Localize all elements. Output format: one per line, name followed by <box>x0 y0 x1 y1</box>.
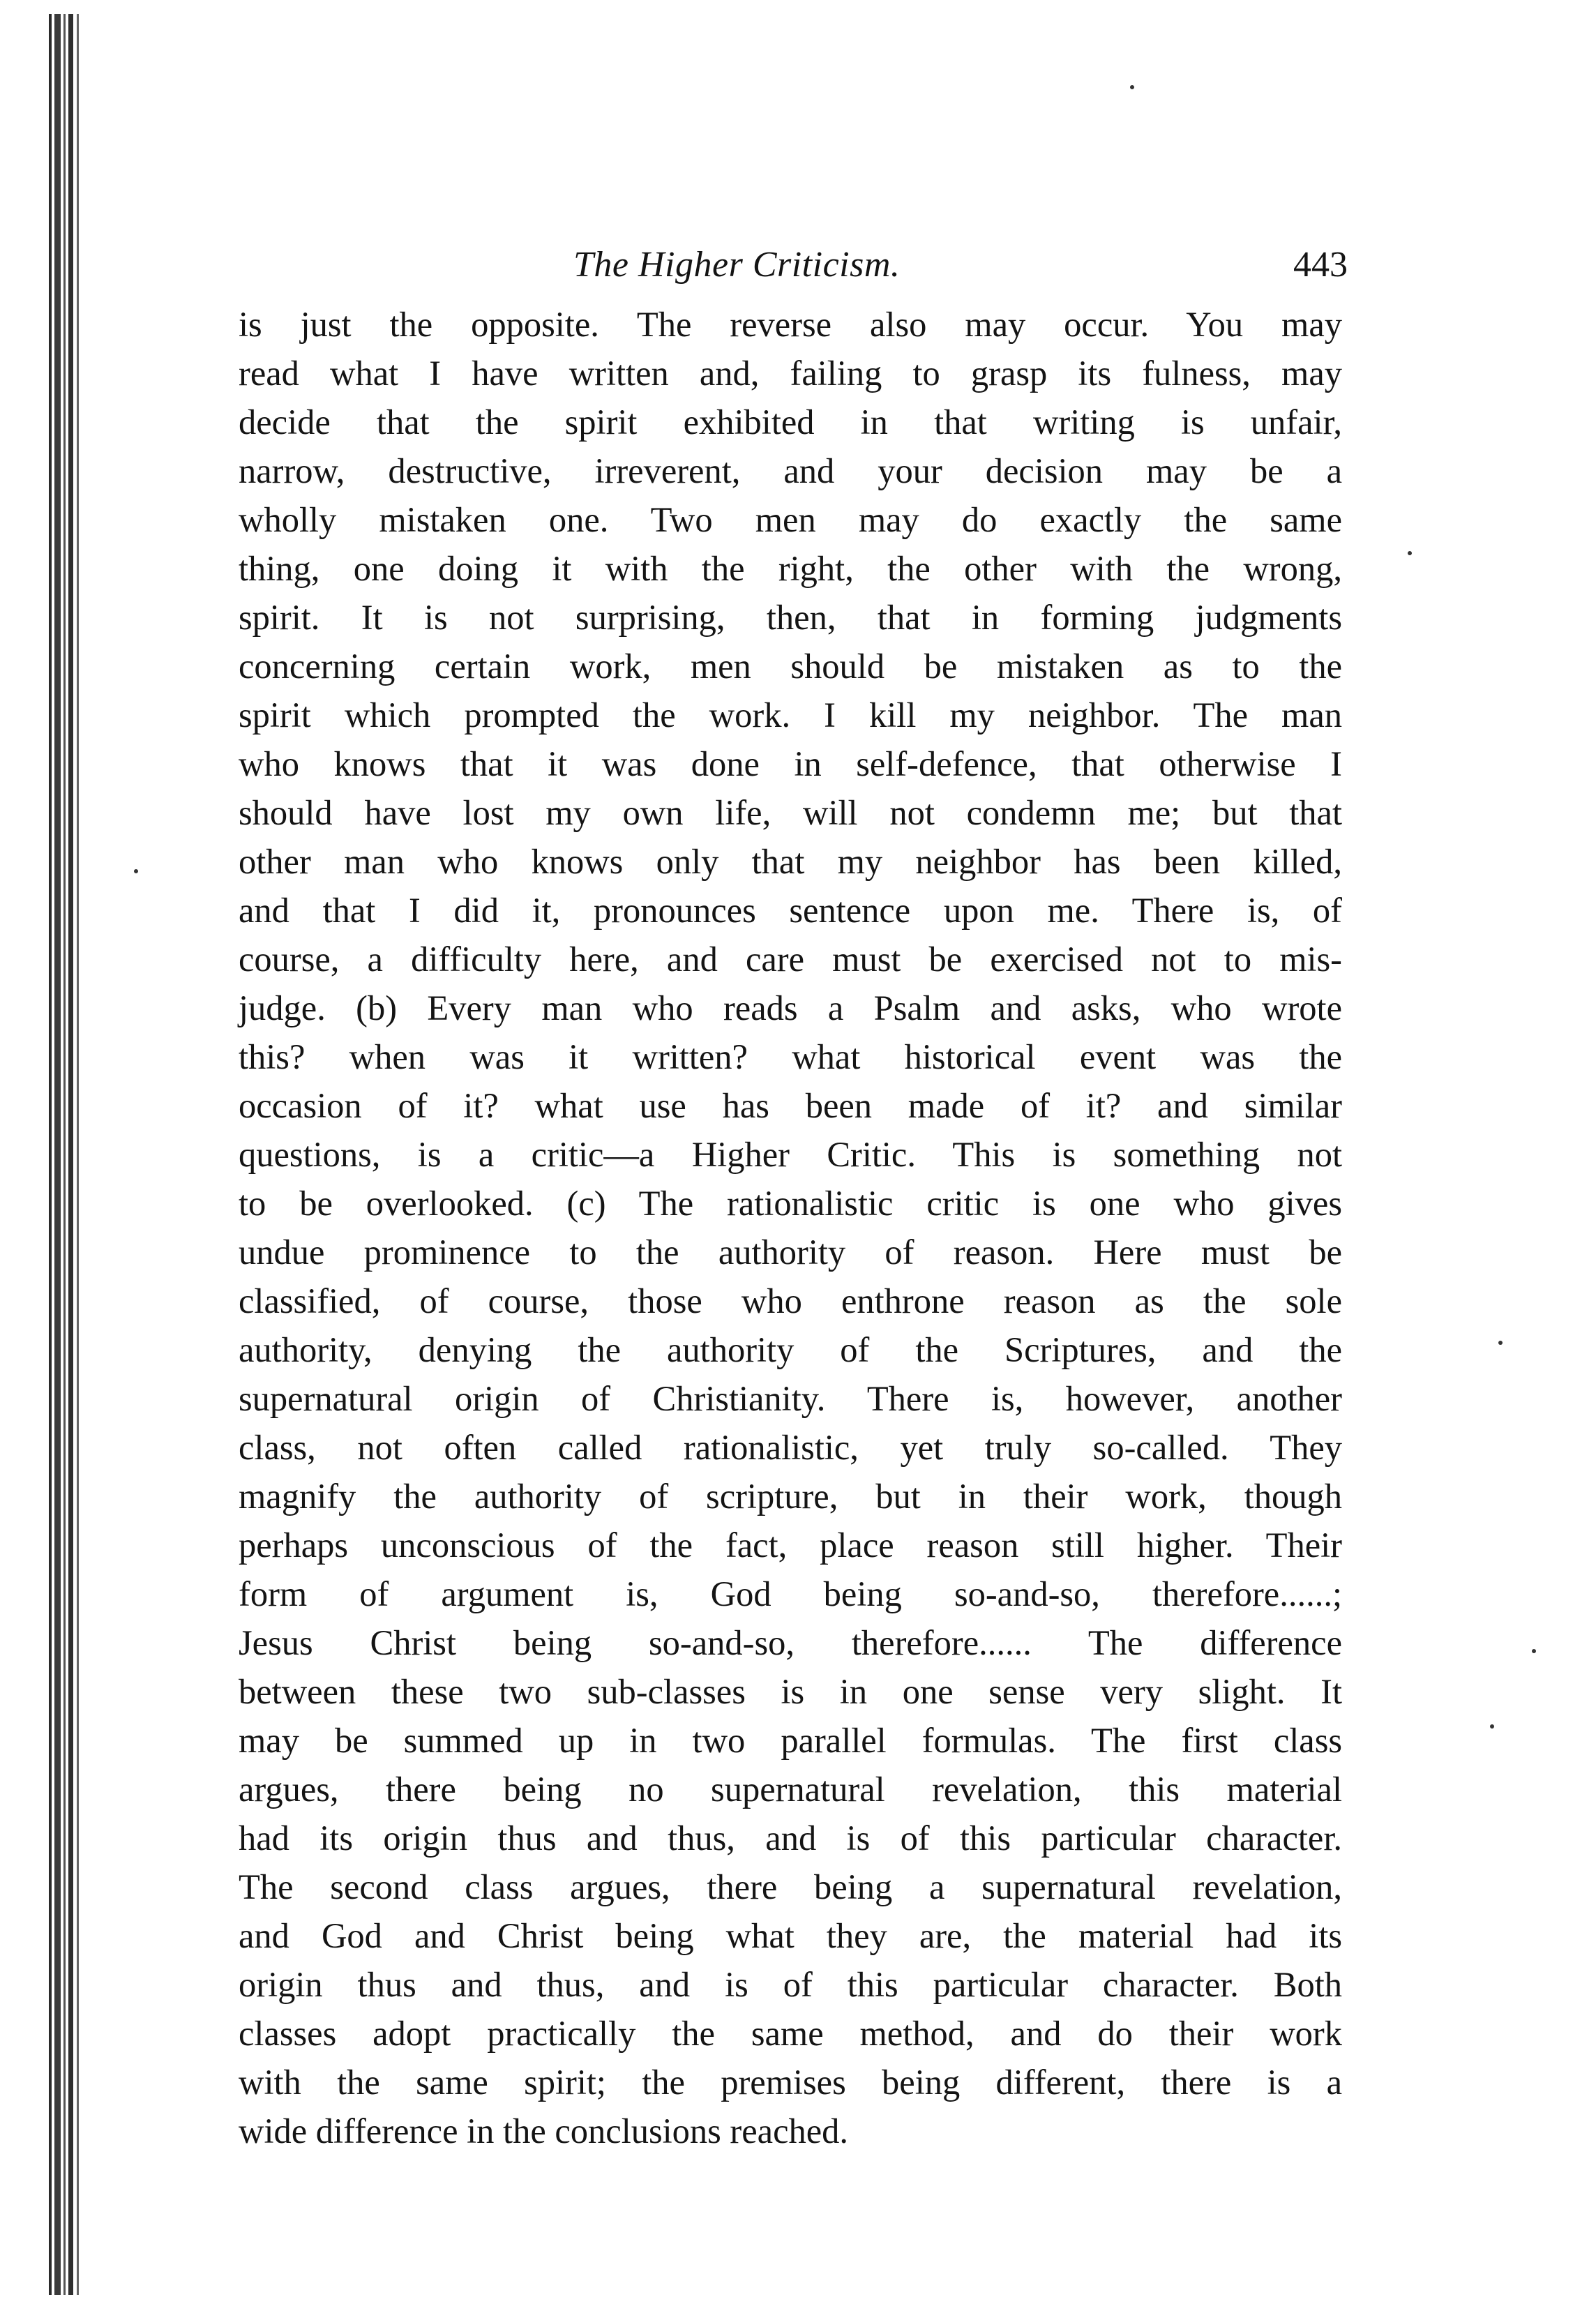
text-line: form of argument is, God being so-and-so, therefore......; <box>239 1574 1342 1613</box>
book-page <box>239 237 1348 2155</box>
text-line: occasion of it? what use has been made of it? and similar <box>239 1086 1342 1125</box>
ink-speck <box>134 869 138 873</box>
text-line: other man who knows only that my neighbor has been killed, <box>239 842 1342 881</box>
ink-speck <box>1408 551 1412 555</box>
text-line: Jesus Christ being so-and-so, therefore...... The difference <box>239 1623 1342 1662</box>
text-line: with the same spirit; the premises being different, there is a <box>239 2063 1342 2102</box>
text-line: perhaps unconscious of the fact, place reason still higher. Their <box>239 1526 1342 1565</box>
text-line: spirit. It is not surprising, then, that in forming judgments <box>239 598 1342 637</box>
text-line: The second class argues, there being a supernatural revelation, <box>239 1867 1342 1906</box>
page-binding-edge <box>45 14 93 2295</box>
text-line: magnify the authority of scripture, but in their work, though <box>239 1477 1342 1516</box>
text-line: may be summed up in two parallel formulas. The first class <box>239 1721 1342 1760</box>
ink-speck <box>1130 85 1134 89</box>
text-line-last: wide difference in the conclusions reached. <box>239 2111 849 2151</box>
text-line: origin thus and thus, and is of this particular character. Both <box>239 1965 1342 2004</box>
page-number: 443 <box>1293 245 1348 285</box>
text-line: judge. (b) Every man who reads a Psalm and asks, who wrote <box>239 988 1342 1027</box>
text-line: questions, is a critic—a Higher Critic. This is something not <box>239 1135 1342 1174</box>
text-line: read what I have written and, failing to grasp its fulness, may <box>239 354 1342 393</box>
text-line: authority, denying the authority of the Scriptures, and the <box>239 1330 1342 1369</box>
running-head <box>239 237 1348 300</box>
body-text <box>239 300 1342 2155</box>
text-line: class, not often called rationalistic, yet truly so-called. They <box>239 1428 1342 1467</box>
text-line: classes adopt practically the same method, and do their work <box>239 2014 1342 2053</box>
text-line: decide that the spirit exhibited in that writing is unfair, <box>239 402 1342 442</box>
text-line: should have lost my own life, will not condemn me; but that <box>239 793 1342 832</box>
text-line: to be overlooked. (c) The rationalistic critic is one who gives <box>239 1184 1342 1223</box>
text-line: and God and Christ being what they are, the material had its <box>239 1916 1342 1955</box>
text-line: had its origin thus and thus, and is of this particular character. <box>239 1819 1342 1858</box>
text-line: who knows that it was done in self-defence, that otherwise I <box>239 744 1342 783</box>
text-line: wholly mistaken one. Two men may do exactly the same <box>239 500 1342 539</box>
text-line: concerning certain work, men should be mistaken as to the <box>239 647 1342 686</box>
text-line: between these two sub-classes is in one sense very slight. It <box>239 1672 1342 1711</box>
text-line: course, a difficulty here, and care must be exercised not to mis- <box>239 940 1342 979</box>
text-line: undue prominence to the authority of reason. Here must be <box>239 1233 1342 1272</box>
text-line: spirit which prompted the work. I kill my neighbor. The man <box>239 695 1342 735</box>
text-line: narrow, destructive, irreverent, and your decision may be a <box>239 451 1342 490</box>
text-line: this? when was it written? what historical event was the <box>239 1037 1342 1076</box>
text-line: and that I did it, pronounces sentence upon me. There is, of <box>239 891 1342 930</box>
running-head-title: The Higher Criticism. <box>573 245 901 285</box>
ink-speck <box>1532 1649 1536 1653</box>
ink-speck <box>1490 1724 1494 1729</box>
text-line: classified, of course, those who enthrone reason as the sole <box>239 1281 1342 1320</box>
text-line: thing, one doing it with the right, the other with the wrong, <box>239 549 1342 588</box>
text-line: argues, there being no supernatural revelation, this material <box>239 1770 1342 1809</box>
text-line: supernatural origin of Christianity. There is, however, another <box>239 1379 1342 1418</box>
text-line: is just the opposite. The reverse also may occur. You may <box>239 305 1342 344</box>
ink-speck <box>1498 1341 1503 1345</box>
